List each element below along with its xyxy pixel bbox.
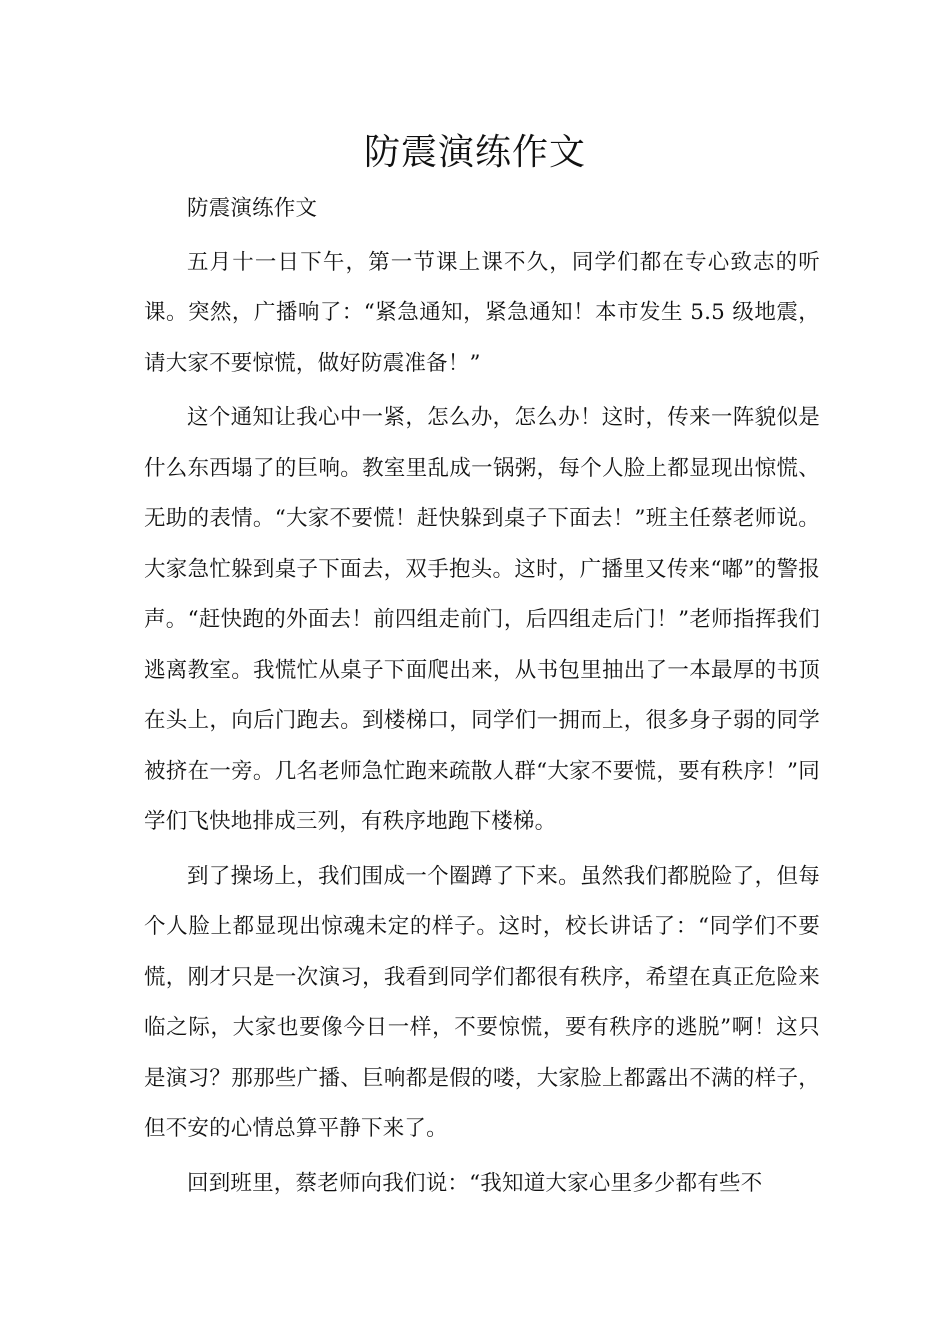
paragraph-2: 这个通知让我心中一紧，怎么办，怎么办！这时，传来一阵貌似是什么东西塌了的巨响。教室里乱成一锅粥，每个人脸上都显现出惊慌、无助的表情。“大家不要慌！赶快躲到桌子下面去！”班主任蔡老师说。大家急忙躲到桌子下面去，双手抱头。这时，广播里又传来“嘟”的警报声。“赶快跑的外面去！前四组走前门，后四组走后门！”老师指挥我们逃离教室。我慌忙从桌子下面爬出来，从书包里抽出了一本最厚的书顶在头上，向后门跑去。到楼梯口，同学们一拥而上，很多身子弱的同学被挤在一旁。几名老师急忙跑来疏散人群“大家不要慌，要有秩序！”同学们飞快地排成三列，有秩序地跑下楼梯。 — [144, 405, 820, 834]
paragraph-3: 到了操场上，我们围成一个圈蹲了下来。虽然我们都脱险了，但每个人脸上都显现出惊魂未定的样子。这时，校长讲话了：“同学们不要慌，刚才只是一次演习，我看到同学们都很有秩序，希望在真正危险来临之际，大家也要像今日一样，不要惊慌，要有秩序的逃脱”啊！这只是演习？那那些广播、巨响都是假的喽，大家脸上都露出不满的样子，但不安的心情总算平静下来了。 — [144, 863, 820, 1141]
document-title: 防震演练作文 — [363, 132, 586, 173]
paragraph-4: 回到班里，蔡老师向我们说：“我知道大家心里多少都有些不 — [187, 1170, 763, 1196]
subtitle-paragraph: 防震演练作文 — [187, 196, 318, 221]
document-body — [144, 184, 820, 1213]
paragraph-1: 五月十一日下午，第一节课上课不久，同学们都在专心致志的听课。突然，广播响了：“紧急通知，紧急通知！本市发生 5.5 级地震，请大家不要惊慌，做好防震准备！” — [144, 249, 820, 376]
